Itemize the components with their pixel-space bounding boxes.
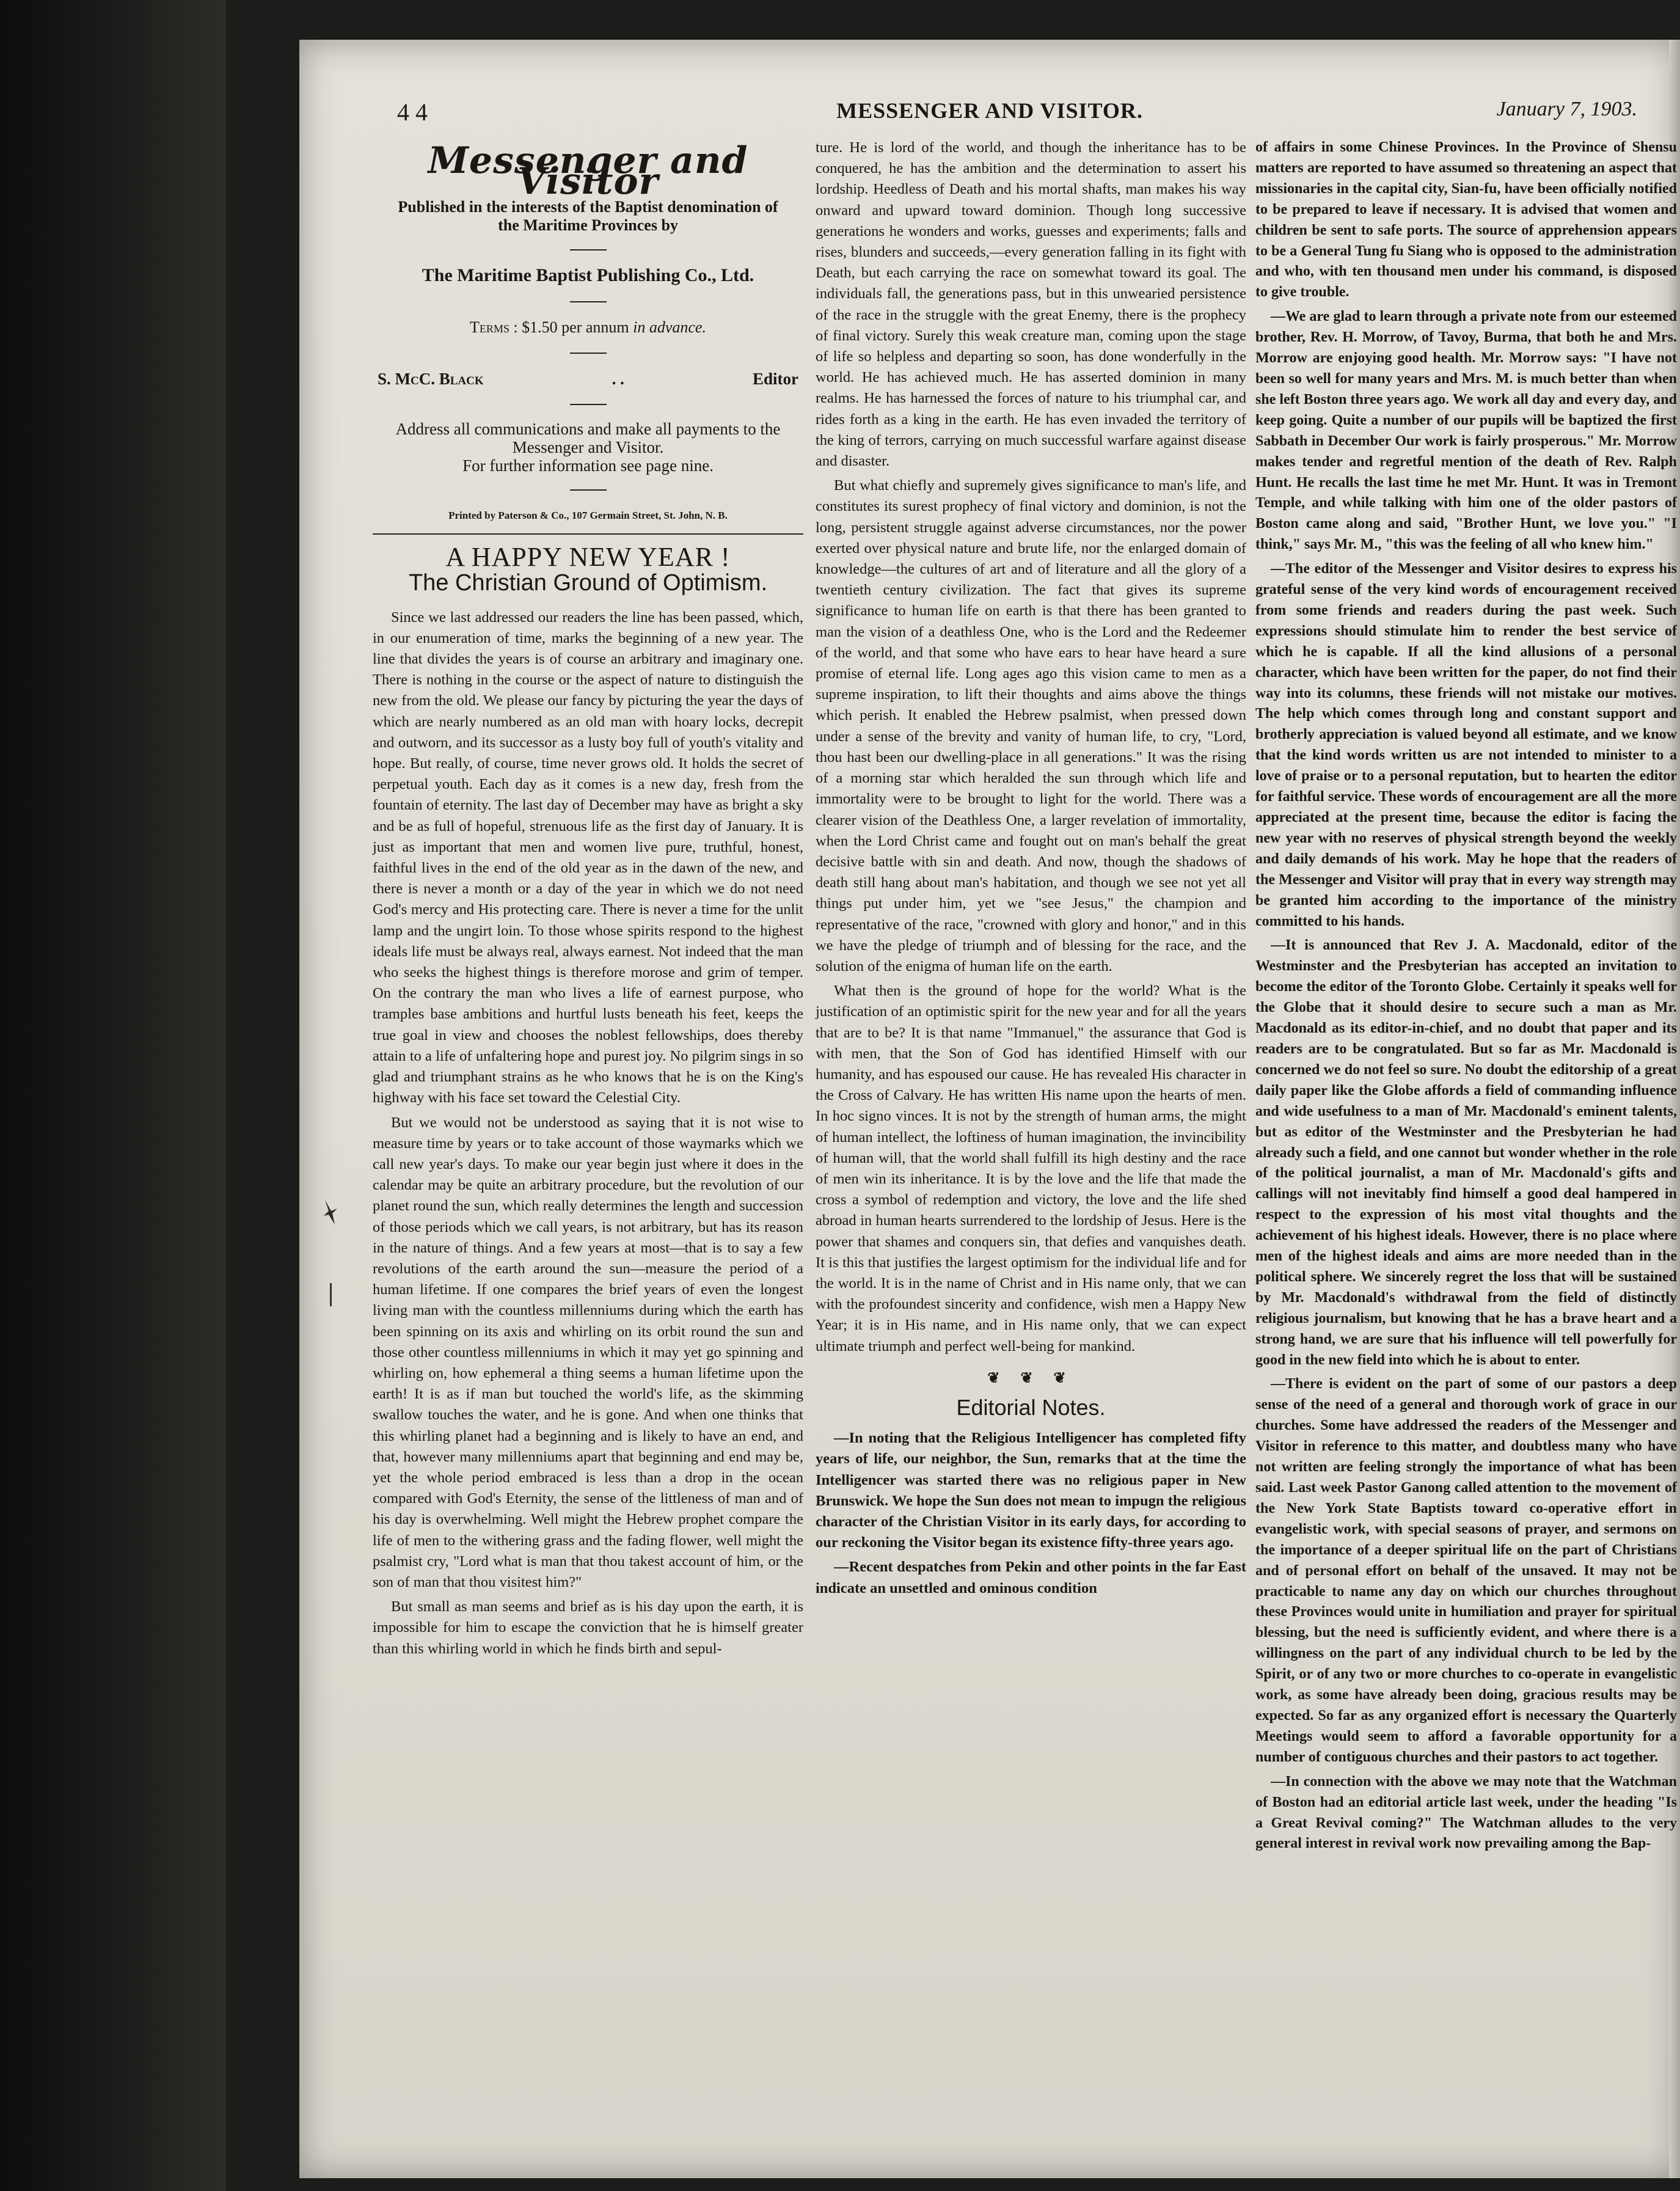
editor-line	[378, 368, 798, 389]
editorial-note: —Recent despatches from Pekin and other points in the far East indicate an unsettled and ominous condition	[816, 1559, 1246, 1597]
divider	[570, 249, 607, 251]
divider	[570, 404, 607, 405]
article-headline: A HAPPY NEW YEAR !	[445, 542, 731, 572]
editorial-note: —We are glad to learn through a private note from our esteemed brother, Rev. H. Morrow, of Tavoy, Burma, that both he and Mrs. Morrow are enjoying good health. Mr. Morrow says: "I have not been so well for many years and Mrs. M. is much better than when she left Boston three years ago. We work all day and every day, and keep going. Quite a number of our pupils will be baptized the first Sabbath in December Our work is fairly prosperous." Mr. Morrow makes tender and regretful mention of the death of Rev. Ralph Hunt. He recalls the last time he met Mr. Hunt. It was in Tremont Temple, and while talking with him one of the older pastors of Boston came along and said, "Brother Hunt, we love you." "I think," says Mr. M., "this was the feeling of all who knew him."	[1255, 309, 1677, 553]
page-number: 4 4	[397, 98, 428, 126]
column-3	[1255, 137, 1677, 1858]
editorial-note: —There is evident on the part of some of our pastors a deep sense of the need of a general and thorough work of grace in our churches. Some have addressed the readers of the Messenger and Visitor in reference to this matter, and doubtless many who have not written are feeling strongly the importance of what has been said. Last week Pastor Ganong called attention to the movement of the New York State Baptists toward co-operative effort in evangelistic work, with special seasons of prayer, and sermons on the importance of a deeper spiritual life on the part of Christians and of personal effort on behalf of the unsaved. It may not be practicable to name any day on which our churches throughout these Provinces would unite in humiliation and prayer for spiritual blessing, but the need is sufficiently evident, and where there is a willingness on the part of any individual church to be led by the Spirit, or of any two or more churches to co-operate in evangelistic work, as some have already been doing, gracious results may be expected. So far as any organized effort is necessary the Quarterly Meetings would seem to afford a favorable opportunity for a number of contiguous churches and their pastors to act together.	[1255, 1376, 1677, 1765]
editorial-note: —It is announced that Rev J. A. Macdonald, editor of the Westminster and the Presbyterian has accepted an invitation to become the editor of the Toronto Globe. Certainly it speaks well for the Globe that it should desire to secure such a man as Mr. Macdonald as its editor-in-chief, and no doubt that paper and its readers are to be congratulated. But so far as Mr. Macdonald is concerned we do not feel so sure. No doubt the editorship of a great daily paper like the Globe affords a field of commanding influence and wide usefulness to a man of Mr. Macdonald's eminent talents, but as editor of the Westminster and the Presbyterian he had already such a field, and one cannot but wonder whether in the role of the political journalist, a man of Mr. Macdonald's gifts and callings will not inevitably find himself a good deal hampered in respect to the expression of his most vital thoughts and the achievement of his highest ideals. However, there is no place where men of the highest ideals and aims are more needed than in the political sphere. We sincerely regret the loss that will be sustained by Mr. Macdonald's withdrawal from the field of distinctly religious journalism, but knowing that he has a brave heart and a strong hand, we are sure that his influence will tell powerfully for good in the new field into which he is about to enter.	[1255, 937, 1677, 1368]
article-paragraph: But we would not be understood as saying that it is not wise to measure time by years or to take account of those waymarks which we call new year's days. To make our year begin just where it does in the calendar may be quite an arbitrary procedure, but the revolution of our planet round the sun, which really determines the length and succession of those periods which we call years, is not arbitrary, but has its reason in the nature of things. And a few years at most—that is to say a few revolutions of the earth around the sun—measure the period of a human lifetime. If one compares the brief years of even the longest living man with the countless millenniums during which the earth has been spinning on its axis and whirling on its orbit round the sun and those other countless millenniums in which it may yet go spinning and whirling on, how ephemeral a thing seems a human lifetime upon the earth! It is as if man but touched the world's life, as the skimming swallow touches the water, and he is gone. And when one thinks that this whirling planet had a beginning and is likely to have an end, and that, however many millenniums apart that beginning and end may be, yet the whole period embraced is less than a drop in the ocean compared with God's Eternity, the sense of the littleness of man and of his day is overwhelming. Well might the Hebrew prophet compare the life of men to the withering grass and the fading flower, well might the psalmist cry, "Lord what is man that thou takest account of him, or the son of man that thou visitest him?"	[373, 1114, 803, 1590]
editor-name: S. McC. Black	[378, 369, 484, 388]
running-title: MESSENGER AND VISITOR.	[836, 98, 1143, 123]
editorial-note: —The editor of the Messenger and Visitor desires to express his grateful sense of the very kind words of encouragement received from some friends and readers during the past week. Such expressions should stimulate him to render the best service of which he is capable. If all the kind allusions of a personal character, which have been written for the paper, do not find their way into its columns, these friends will not mistake our motives. The help which comes through long and constant support and brotherly appreciation is valued beyond all estimate, and we know that the kind words written us are not intended to minister to a love of praise or to a personal reputation, but to hearten the editor for faithful service. These words of encouragement are all the more appreciated at the present time, because the editor is facing the new year with no reserves of physical strength beyond the weekly and daily demands of his work. May he hope that the readers of the Messenger and Visitor will pray that in every way strength may be granted him according to the importance of the ministry committed to his hands.	[1255, 561, 1677, 929]
article-paragraph: But what chiefly and supremely gives significance to man's life, and constitutes its surest prophecy of final victory and dominion, is not the long, persistent struggle against adverse circumstances, nor the power exerted over physical nature and brute life, nor the enlarged domain of knowledge—the cultures of art and of literature and all the glory of a twentieth century civilization. The fact that gives its supreme significance to human life on earth is that there has been granted to man the vision of a deathless One, who is the Lord and the Redeemer of the world, and that some who have ears to hear have heard a sure promise of eternal life. Long ages ago this vision came to men as a supreme inspiration, to lift their thoughts and aims above the things which perish. It enabled the Hebrew psalmist, when pressed down under a sense of the brevity and vanity of human life, to cry, "Lord, thou hast been our dwelling-place in all generations." It was the rising of a morning star which heralded the sun through which life and immortality were to be brought to light for the world. There was a clearer vision of the Deathless One, a larger revelation of immortality, when the Lord Christ came and fought out on man's behalf the great decisive battle with sin and death. And now, though the shadows of death still hang about man's habitation, and though we see not yet all things put under him, yet we "see Jesus," the champion and representative of the race, "crowned with glory and honor," and in this we have the pledge of triumph and of blessing for the race, and the solution of the enigma of human life on the earth.	[816, 477, 1246, 975]
article-paragraph: What then is the ground of hope for the world? What is the justification of an optimistic spirit for the new year and for all the years that are to be? It is that name "Immanuel," the assurance that God is with men, that the Son of God has identified Himself with our humanity, and has espoused our cause. He has revealed His character in the Cross of Calvary. He has written His name upon the hearts of men. In hoc signo vinces. It is not by the strength of human arms, the might of human intellect, the loftiness of human imagination, the invincibility of human will, that the world shall fulfill its high destiny and the race of men win its inheritance. It is by the love and the life that made the cross a symbol of redemption and victory, the love and the life shed abroad in human hearts surrendered to the lordship of Jesus. Here is the power that shames and conquers sin, that defies and vanquishes death. It is this that justifies the largest optimism for the individual life and for the world. It is in the name of Christ and in His name only, that we can with the profoundest sincerity and confidence, wish men a Happy New Year; it is in His name, and in His name only, that we can expect ultimate triumph and perfect well-being for mankind.	[816, 982, 1246, 1355]
scanner-frame	[0, 0, 226, 2191]
address-line-2: For further information see page nine.	[462, 456, 714, 475]
editorial-note: —In noting that the Religious Intelligencer has completed fifty years of life, our neighbor, the Sun, remarks that at the time the Intelligencer was started there was no religious paper in New Brunswick. We hope the Sun does not mean to impugn the religious character of the Christian Visitor in its early days, for according to our reckoning the Visitor began its existence fifty-three years ago.	[816, 1430, 1246, 1551]
article-paragraph: But small as man seems and brief as is his day upon the earth, it is impossible for him to escape the conviction that he is himself greater than this whirling world in which he finds birth and sepul-	[373, 1598, 803, 1657]
article-paragraph: Since we last addressed our readers the line has been passed, which, in our enumeration of time, marks the beginning of a new year. The line that divides the years is of course an arbitrary and imaginary one. There is nothing in the course or the aspect of nature to distinguish the new from the old. We please our fancy by picturing the year the days of which are nearly numbered as an old man with hoary locks, decrepit and outworn, and its successor as a lusty boy full of youth's vitality and hope. But really, of course, time never grows old. It holds the secret of perpetual youth. Each day as it comes is a new day, fresh from the fountain of eternity. The last day of December may have as bright a sky and be as full of hopeful, strenuous life as the first day of January. It is just as important that men and women live pure, truthful, honest, faithful lives in the end of the old year as in the dawn of the new, and there is never a month or a day of the year in which we do not need God's mercy and His protecting care. There is never a time for the unlit lamp and the ungirt loin. To those whose spirits respond to the highest ideals life must be always real, always earnest. Not indeed that the man who seeks the highest things is therefore morose and grim of temper. On the contrary the man who lives a life of earnest purpose, who tramples base ambitions and hurtful lusts beneath his feet, keeps the true goal in view and chooses the noblest fellowships, does thereby attain to a life of unfaltering hope and purest joy. No pilgrim sings in so glad and triumphant strains as he who knows that he is on the King's highway with his face set toward the Celestial City.	[373, 609, 803, 1106]
editor-dots: . .	[612, 369, 624, 388]
divider	[570, 301, 607, 302]
publisher-name: The Maritime Baptist Publishing Co., Ltd.	[422, 265, 754, 286]
newspaper-page	[299, 40, 1680, 2178]
editor-role: Editor	[752, 369, 798, 388]
column-1	[373, 139, 803, 1663]
masthead-title: Messenger and Visitor	[428, 139, 748, 203]
divider	[570, 489, 607, 491]
ornament-dingbats: ❦ ❦ ❦	[987, 1370, 1075, 1386]
section-rule	[373, 533, 803, 535]
address-line-1: Address all communications and make all payments to the Messenger and Visitor.	[395, 420, 781, 457]
issue-date: January 7, 1903.	[1496, 98, 1637, 120]
page-header	[299, 98, 1680, 141]
article-paragraph: ture. He is lord of the world, and though the inheritance has to be conquered, he has the ambition and the determination to assert his lordship. Heedless of Death and his mortal shafts, man makes his way onward and upward toward dominion. Though long successive generations he wonders and works, guesses and experiments; falls and rises, blunders and succeeds,—every generation falling in its fight with Death, but each carrying the race on somewhat toward its goal. The individuals fall, the generations pass, but in this unwearied persistence of the race in the struggle with the great Enemy, there is the prophecy of final victory. Surely this weak creature man, coming upon the stage of life so helpless and departing so soon, has done wonderfully in the world. He has achieved much. He has asserted dominion in many realms. He has harnessed the forces of nature to his triumphal car, and rides forth as a king in the earth. He has even invaded the territory of the king of terrors, carrying on much successful warfare against disease and disaster.	[816, 139, 1246, 470]
divider	[570, 353, 607, 354]
printer-credit: Printed by Paterson & Co., 107 Germain Street, St. John, N. B.	[448, 510, 728, 522]
ink-blot-mark	[323, 1198, 340, 1226]
masthead-published-line: Published in the interests of the Baptist denomination of the Maritime Provinces by	[398, 198, 778, 235]
address-notice	[379, 420, 797, 475]
subscription-terms	[373, 317, 803, 338]
column-2	[816, 137, 1246, 1603]
editorial-note: of affairs in some Chinese Provinces. In the Province of Shensu matters are reported to have assumed so threatening an aspect that missionaries in the capital city, Sian-fu, have been officially notified to be prepared to leave if necessary. It is advised that women and children be sent to safe ports. The source of apprehension appears to be a General Tung fu Siang who is opposed to the administration and who, with ten thousand men under his command, is disposed to give trouble.	[1255, 139, 1677, 301]
terms-price: $1.50 per annum	[522, 318, 629, 336]
terms-label: Terms :	[470, 318, 518, 336]
editorial-notes-heading: Editorial Notes.	[956, 1394, 1106, 1420]
editorial-note: —In connection with the above we may note that the Watchman of Boston had an editorial article last week, under the heading "Is a Great Revival coming?" The Watchman alludes to the very general interest in revival work now prevailing among the Bap-	[1255, 1773, 1677, 1852]
article-subhead: The Christian Ground of Optimism.	[408, 570, 768, 596]
margin-mark	[330, 1283, 332, 1306]
terms-advance: in advance.	[633, 318, 706, 336]
